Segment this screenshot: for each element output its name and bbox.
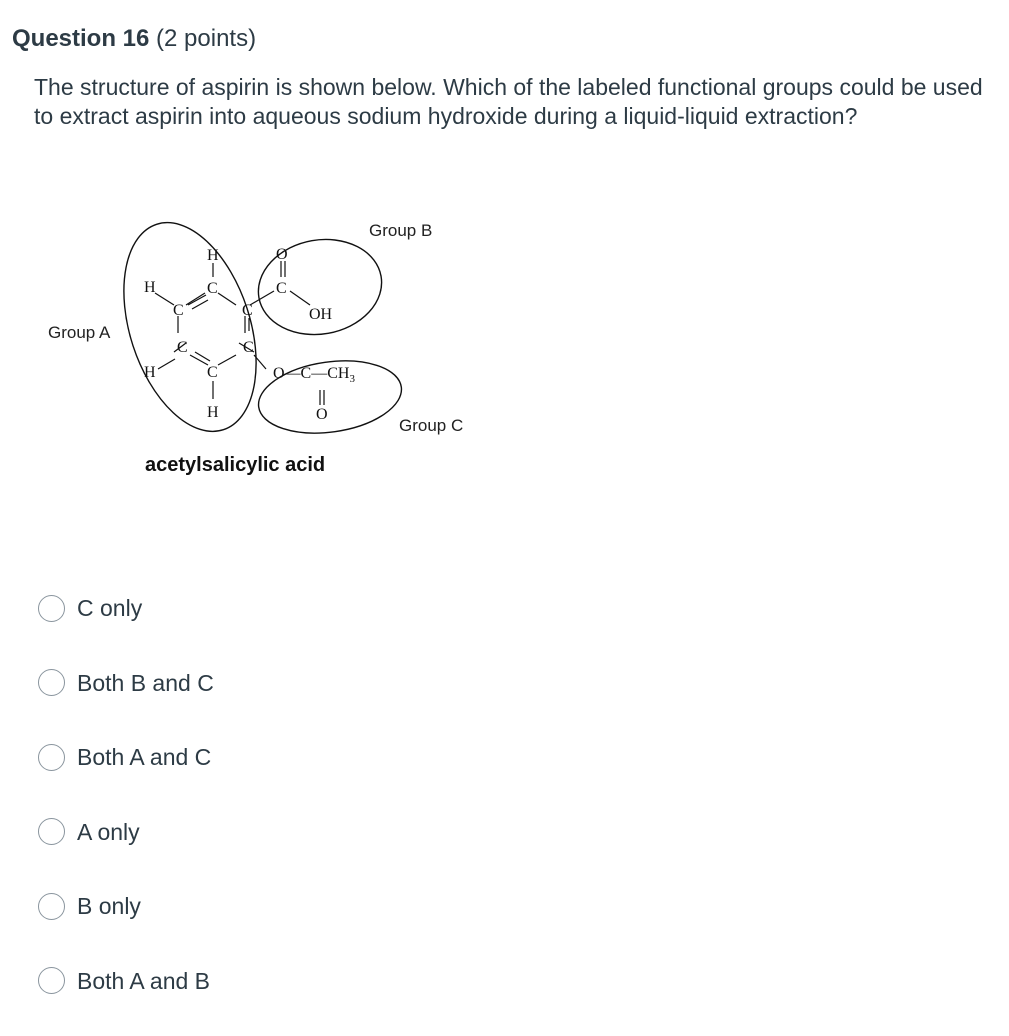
answer-option-label[interactable]: B only <box>77 893 141 920</box>
atom-c-4: C <box>177 339 188 356</box>
aspirin-structure-diagram <box>40 205 500 495</box>
question-text: The structure of aspirin is shown below. Which of the labeled functional groups could be used to extract aspirin into aqueous sodium hydroxide during a liquid-liquid extraction? <box>34 74 983 129</box>
group-a-oval <box>100 206 281 449</box>
group-b-oval <box>251 230 389 344</box>
answer-option[interactable] <box>38 812 638 852</box>
question-title: Question 16 <box>12 25 150 52</box>
answer-option-label[interactable]: Both B and C <box>77 669 214 696</box>
aspirin-structure-figure <box>40 205 500 495</box>
atom-o-carbonyl-c: O <box>316 406 328 423</box>
atom-c-2: C <box>173 302 184 319</box>
answer-option-label[interactable]: A only <box>77 818 140 845</box>
answer-option[interactable] <box>38 961 638 1001</box>
radio-button[interactable] <box>38 893 65 920</box>
answer-option[interactable] <box>38 663 638 703</box>
radio-button[interactable] <box>38 818 65 845</box>
group-a-label: Group A <box>48 323 111 342</box>
radio-button[interactable] <box>38 744 65 771</box>
answer-option[interactable] <box>38 886 638 926</box>
atom-c-6: C <box>207 364 218 381</box>
answer-options <box>38 588 638 1036</box>
group-b-label: Group B <box>369 221 433 240</box>
figure-caption: acetylsalicylic acid <box>145 454 326 476</box>
answer-option[interactable] <box>38 588 638 628</box>
radio-button[interactable] <box>38 595 65 622</box>
answer-option-label[interactable]: Both A and B <box>77 967 211 994</box>
atom-o-carbonyl-b: O <box>276 246 288 263</box>
answer-option-label[interactable]: C only <box>77 595 143 621</box>
atom-h-upper-left: H <box>144 279 156 296</box>
atom-ester: $O—C—CH_3$ <box>273 365 355 385</box>
atom-c-5: C <box>243 339 254 356</box>
atom-c-3: C <box>242 302 253 319</box>
question-header <box>12 22 256 56</box>
question-points: (2 points) <box>156 25 257 52</box>
atom-h-top: H <box>207 247 219 264</box>
answer-option-label[interactable]: Both A and C <box>77 744 212 771</box>
atom-h-bottom: H <box>207 404 219 421</box>
radio-button[interactable] <box>38 669 65 696</box>
radio-button[interactable] <box>38 967 65 994</box>
atom-c-1: C <box>207 280 218 297</box>
atom-c-carboxyl: C <box>276 280 287 297</box>
group-c-label: Group C <box>399 416 464 435</box>
atom-h-lower-left: H <box>144 364 156 381</box>
answer-option[interactable] <box>38 737 638 777</box>
atom-oh: OH <box>309 306 333 323</box>
